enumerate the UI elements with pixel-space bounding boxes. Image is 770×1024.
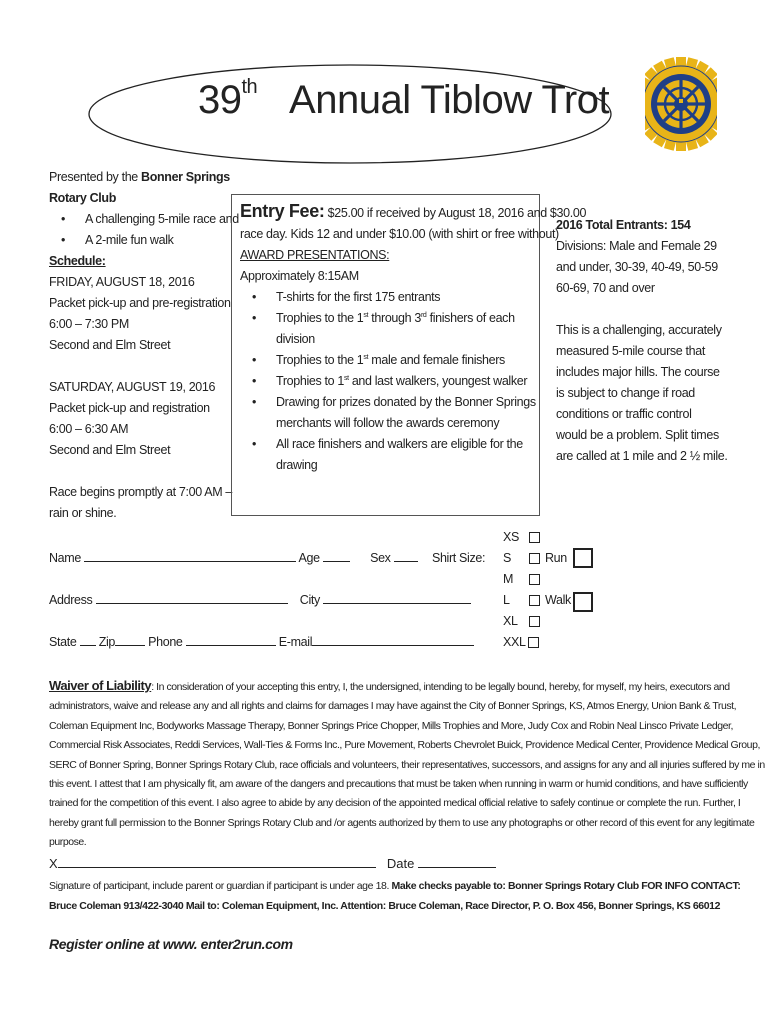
presented-by: Presented by the Bonner Springs Rotary Club	[49, 170, 230, 205]
shirt-size-option[interactable]: M	[503, 569, 540, 590]
name-row: Name Age Sex Shirt Size:	[49, 551, 486, 565]
checkbox-icon[interactable]	[529, 553, 540, 564]
checkbox-icon[interactable]	[529, 595, 540, 606]
city-field[interactable]	[323, 591, 471, 604]
shirt-size-options	[503, 527, 540, 653]
total-entrants: 2016 Total Entrants: 154	[556, 218, 691, 232]
right-info: 2016 Total Entrants: 154 Divisions: Male and Female 29 and under, 30-39, 40-49, 50-59 60-69, 70 and over This is a challenging, accurately measured 5-mile course that includes major hills. The course is subject to change if road conditions or traffic control would be a problem. Split times are called at 1 mile and 2 ½ mile.	[556, 215, 756, 467]
shirt-size-option[interactable]: L	[503, 590, 540, 611]
age-field[interactable]	[323, 549, 350, 562]
contact-row: State Zip Phone E-mail	[49, 632, 474, 653]
checks-payable: Make checks payable to: Bonner Springs Rotary Club FOR INFO CONTACT:	[388, 880, 741, 892]
shirt-size-option[interactable]: XXL	[503, 632, 540, 653]
checkbox-icon[interactable]	[529, 532, 540, 543]
contact-info: Bruce Coleman 913/422-3040 Mail to: Coleman Equipment, Inc. Attention: Bruce Coleman, Race Director, P. O. Box 456, Bonner Springs, KS 66012	[49, 900, 721, 912]
walk-checkbox[interactable]	[573, 592, 593, 612]
waiver-text: Waiver of Liability: In consideration of your accepting this entry, I, the undersigned, intending to be legally bound, hereby, for myself, my heirs, executors and administrators, waive and release any and all rights and claims for damages I may have against the City of Bonner Springs, KS, Atmos Energy, Union Bank & Trust, Coleman Equipment Inc, Bodyworks Massage Therapy, Bonner Springs Price Chopper, Mills Trophies and More, Judy Cox and Robin Neal Linsco Private Ledger, Commercial Risk Associates, Reddi Services, Wall-Ties & Forms Inc., Pure Movement, Roberts Chevrolet Buick, Providence Medical Center, Providence Medical Group, SERC of Bonner Spring, Bonner Springs Rotary Club, race officials and volunteers, their representatives, successors, and assigns for any and all injuries suffered by me in this event. I attest that I am physically fit, am aware of the dangers and precautions that must be taken when running in warm or humid conditions, and have sufficiently trained for the competition of this event. I also agree to abide by any decision of the appointed medical official relative to safely continue or complete the run. Further, I hereby grant full permission to the Bonner Springs Rotary Club and /or agents authorized by them to use any photographs or other record of this event for any legitimate purpose.	[49, 678, 765, 849]
entry-details: Entry Fee: $25.00 if received by August 18, 2016 and $30.00 race day. Kids 12 and under $10.00 (with shirt or free without) AWARD PRESENTATIONS: Approximately 8:15AM • T-shirts for the first 175 entrants • Trophies to the 1st through 3rd finishers of each division • Trophies to the 1st male and female finishers • Trophies to 1st and last walkers, youngest walker • Drawing for prizes donated by the Bonner Springs merchants will follow the awards ceremony • All race finishers and walkers are eligible for the drawing	[240, 201, 540, 476]
checkbox-icon[interactable]	[528, 637, 539, 648]
run-checkbox[interactable]	[573, 548, 593, 568]
schedule-heading: Schedule:	[49, 254, 106, 268]
shirt-size-option[interactable]: XS	[503, 527, 540, 548]
walk-label: Walk	[545, 593, 571, 607]
shirt-size-option[interactable]: XL	[503, 611, 540, 632]
title-text: Annual Tiblow Trot	[289, 78, 610, 122]
waiver-label: Waiver of Liability	[49, 678, 152, 693]
list-item: • T-shirts for the first 175 entrants	[240, 287, 540, 308]
list-item: • A challenging 5-mile race and	[49, 209, 269, 230]
list-item: • All race finishers and walkers are eligible for the drawing	[240, 434, 540, 476]
list-item: • Trophies to 1st and last walkers, youngest walker	[240, 371, 540, 392]
list-item: • Trophies to the 1st male and female finishers	[240, 350, 540, 371]
entry-fee-label: Entry Fee:	[240, 201, 325, 221]
email-field[interactable]	[312, 633, 474, 646]
zip-field[interactable]	[115, 633, 145, 646]
signature-row: X Date	[49, 854, 496, 874]
date-field[interactable]	[418, 855, 496, 868]
checkbox-icon[interactable]	[529, 574, 540, 585]
name-field[interactable]	[84, 549, 296, 562]
schedule: Schedule: FRIDAY, AUGUST 18, 2016 Packet pick-up and pre-registration 6:00 – 7:30 PM Second and Elm Street SATURDAY, AUGUST 19, 2016 Packet pick-up and registration 6:00 – 6:30 AM Second and Elm Street Race begins promptly at 7:00 AM – rain or shine.	[49, 251, 249, 524]
state-field[interactable]	[80, 633, 96, 646]
awards-heading: AWARD PRESENTATIONS:	[240, 248, 390, 262]
signature-field[interactable]	[58, 855, 376, 868]
address-row: Address City	[49, 590, 471, 611]
shirt-size-option[interactable]: S	[503, 548, 540, 569]
register-online-link[interactable]: Register online at www. enter2run.com	[49, 936, 293, 952]
phone-field[interactable]	[186, 633, 276, 646]
title-number: 39	[198, 78, 242, 122]
rotary-club-name: Bonner Springs Rotary Club	[49, 170, 230, 205]
run-label: Run	[545, 551, 567, 565]
list-item: • Drawing for prizes donated by the Bonner Springs merchants will follow the awards ceremony	[240, 392, 540, 434]
address-field[interactable]	[96, 591, 288, 604]
list-item: • A 2-mile fun walk	[49, 230, 269, 251]
awards-list	[240, 287, 540, 476]
signature-note: Signature of participant, include parent or guardian if participant is under age 18. Make checks payable to: Bonner Springs Rotary Club FOR INFO CONTACT: Bruce Coleman 913/422-3040 Mail to: Coleman Equipment, Inc. Attention: Bruce Coleman, Race Director, P. O. Box 456, Bonner Springs, KS 66012	[49, 880, 741, 912]
checkbox-icon[interactable]	[529, 616, 540, 627]
page-title	[198, 76, 609, 124]
rotary-wheel-icon	[645, 55, 717, 153]
sex-field[interactable]	[394, 549, 418, 562]
title-superscript: th	[241, 75, 258, 98]
list-item: • Trophies to the 1st through 3rd finishers of each division	[240, 308, 540, 350]
